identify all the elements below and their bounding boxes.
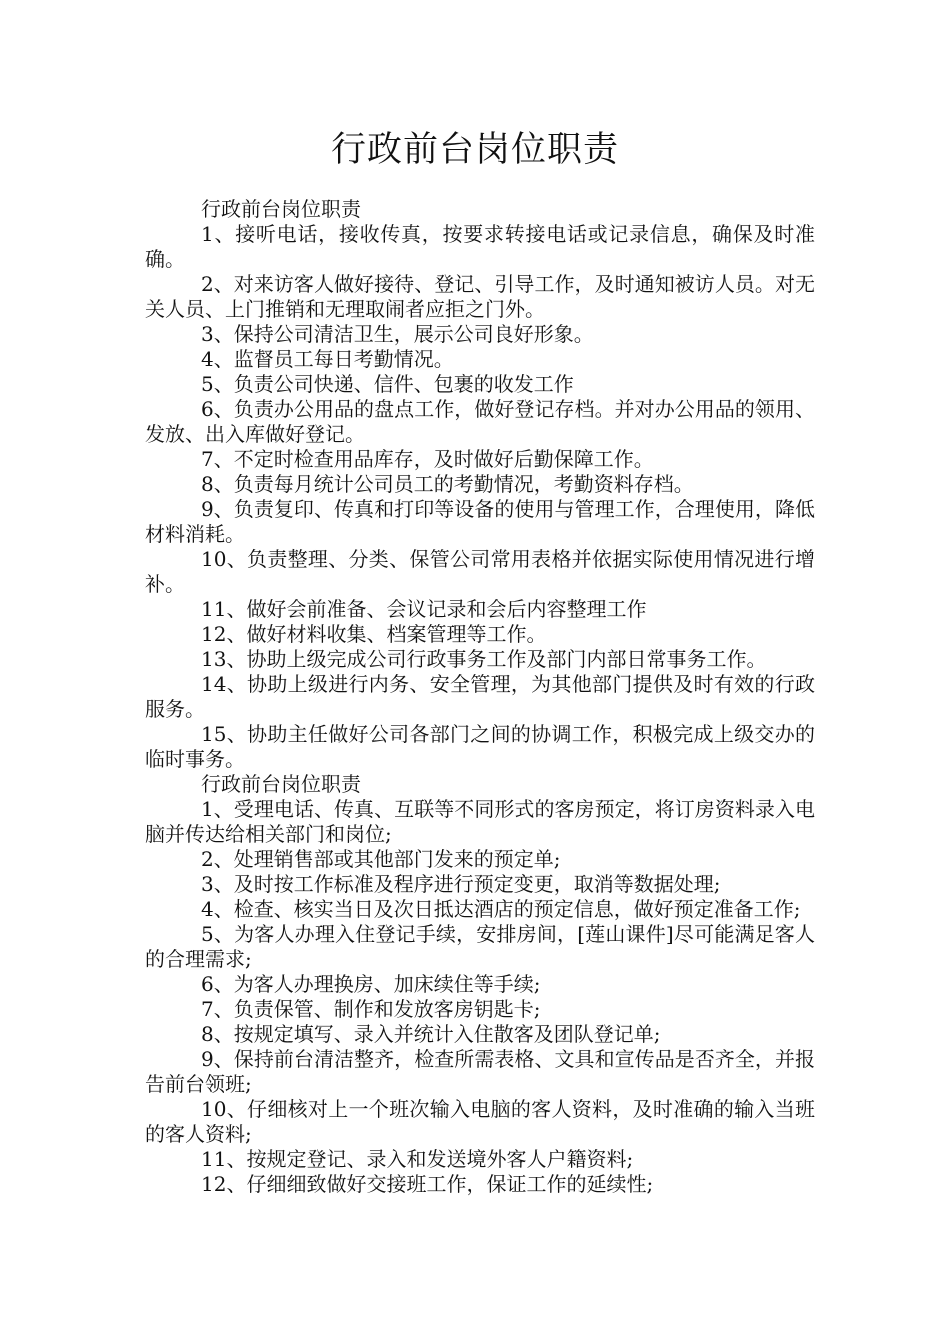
duty-item: 10、仔细核对上一个班次输入电脑的客人资料，及时准确的输入当班的客人资料; <box>145 1097 815 1146</box>
duty-item: 13、协助上级完成公司行政事务工作及部门内部日常事务工作。 <box>201 647 767 671</box>
section-heading: 行政前台岗位职责 <box>201 197 361 221</box>
duty-item: 8、按规定填写、录入并统计入住散客及团队登记单; <box>201 1022 661 1046</box>
duty-item: 4、检查、核实当日及次日抵达酒店的预定信息，做好预定准备工作; <box>201 897 801 921</box>
duty-item: 2、处理销售部或其他部门发来的预定单; <box>201 847 561 871</box>
duty-item: 3、保持公司清洁卫生，展示公司良好形象。 <box>201 322 594 346</box>
duty-item: 11、做好会前准备、会议记录和会后内容整理工作 <box>201 597 647 621</box>
duty-item: 11、按规定登记、录入和发送境外客人户籍资料; <box>201 1147 634 1171</box>
duty-item: 14、协助上级进行内务、安全管理，为其他部门提供及时有效的行政服务。 <box>145 672 815 721</box>
section-heading: 行政前台岗位职责 <box>201 772 361 796</box>
duty-item: 5、负责公司快递、信件、包裹的收发工作 <box>201 372 574 396</box>
duty-item: 9、负责复印、传真和打印等设备的使用与管理工作，合理使用，降低材料消耗。 <box>145 497 815 546</box>
duty-item: 4、监督员工每日考勤情况。 <box>201 347 454 371</box>
duty-item: 5、为客人办理入住登记手续，安排房间，[莲山课件]尽可能满足客人的合理需求; <box>145 922 815 971</box>
duty-item: 7、负责保管、制作和发放客房钥匙卡; <box>201 997 541 1021</box>
duty-item: 12、做好材料收集、档案管理等工作。 <box>201 622 547 646</box>
duty-item: 2、对来访客人做好接待、登记、引导工作，及时通知被访人员。对无关人员、上门推销和无理取闹者应拒之门外。 <box>145 272 815 321</box>
document-title: 行政前台岗位职责 <box>330 130 619 170</box>
duty-item: 3、及时按工作标准及程序进行预定变更，取消等数据处理; <box>201 872 721 896</box>
document-body <box>145 197 815 1197</box>
duty-item: 8、负责每月统计公司员工的考勤情况，考勤资料存档。 <box>201 472 694 496</box>
duty-item: 12、仔细细致做好交接班工作，保证工作的延续性; <box>201 1172 654 1196</box>
duty-item: 15、协助主任做好公司各部门之间的协调工作，积极完成上级交办的临时事务。 <box>145 722 815 771</box>
duty-item: 7、不定时检查用品库存，及时做好后勤保障工作。 <box>201 447 654 471</box>
duty-item: 6、为客人办理换房、加床续住等手续; <box>201 972 541 996</box>
duty-item: 6、负责办公用品的盘点工作，做好登记存档。并对办公用品的领用、发放、出入库做好登记。 <box>145 397 815 446</box>
duty-item: 9、保持前台清洁整齐，检查所需表格、文具和宣传品是否齐全，并报告前台领班; <box>145 1047 815 1096</box>
duty-item: 1、接听电话，接收传真，按要求转接电话或记录信息，确保及时准确。 <box>145 222 815 271</box>
duty-item: 1、受理电话、传真、互联等不同形式的客房预定，将订房资料录入电脑并传达给相关部门和岗位; <box>145 797 815 846</box>
duty-item: 10、负责整理、分类、保管公司常用表格并依据实际使用情况进行增补。 <box>145 547 815 596</box>
